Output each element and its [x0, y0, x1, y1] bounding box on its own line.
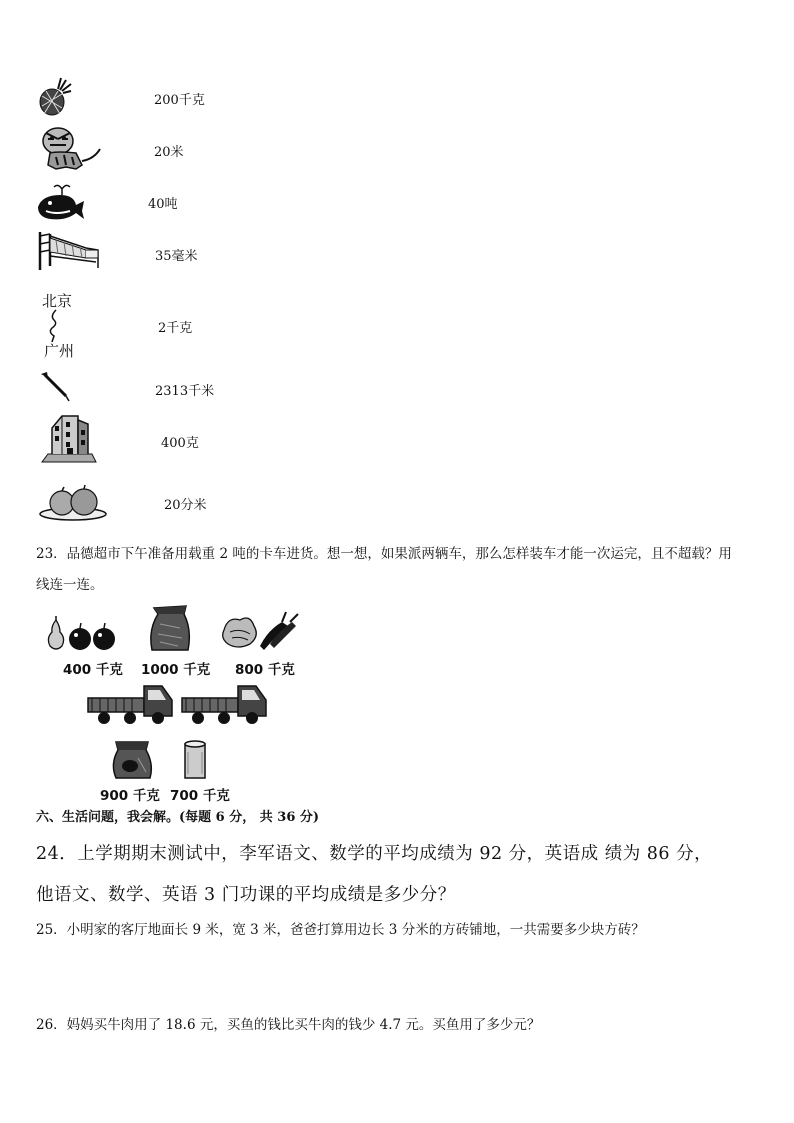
- tiger-icon: [36, 125, 102, 173]
- goods-weight-label: 700 千克: [170, 788, 230, 804]
- match-value: 35毫米: [155, 249, 198, 264]
- whale-icon: [36, 181, 86, 221]
- bag-icon: [110, 738, 154, 780]
- section-6-title: 六、生活问题，我会解。(每题 6 分， 共 36 分): [36, 810, 320, 825]
- match-value: 200千克: [154, 93, 205, 108]
- question-23-line2: 线连一连。: [36, 577, 104, 593]
- map-route-icon: [44, 308, 64, 342]
- barrel-icon: [182, 740, 208, 780]
- match-value: 20分米: [164, 498, 207, 513]
- goods-weight-label: 900 千克: [100, 788, 160, 804]
- match-value: 40吨: [148, 197, 178, 212]
- bed-icon: [36, 228, 100, 272]
- question-23-line1: 23．品德超市下午准备用载重 2 吨的卡车进货。想一想，如果派两辆车，那么怎样装车才能一次运完，且不超载？用: [36, 546, 732, 562]
- goods-weight-label: 800 千克: [235, 662, 295, 678]
- goods-weight-label: 1000 千克: [141, 662, 211, 678]
- pear-apples-icon: [44, 616, 120, 652]
- vegetables-icon: [220, 610, 300, 652]
- pineapple-icon: [36, 78, 72, 118]
- goods-weight-label: 400 千克: [63, 662, 123, 678]
- city-label-guangzhou: 广州: [44, 342, 75, 360]
- truck-icon: [86, 680, 174, 726]
- question-25: 25．小明家的客厅地面长 9 米，宽 3 米，爸爸打算用边长 3 分米的方砖铺地，一共需要多少块方砖？: [36, 922, 645, 938]
- match-value: 2千克: [158, 321, 193, 336]
- building-icon: [38, 410, 100, 466]
- question-26: 26．妈妈买牛肉用了 18.6 元，买鱼的钱比买牛肉的钱少 4.7 元。买鱼用了多少元？: [36, 1017, 541, 1033]
- nail-icon: [38, 370, 70, 402]
- sack-icon: [146, 600, 194, 654]
- truck-icon: [180, 680, 268, 726]
- match-value: 400克: [161, 436, 199, 451]
- match-value: 2313千米: [155, 384, 215, 399]
- match-value: 20米: [154, 145, 184, 160]
- question-24-line2: 他语文、数学、英语 3 门功课的平均成绩是多少分？: [36, 885, 456, 905]
- question-24-line1: 24．上学期期末测试中，李军语文、数学的平均成绩为 92 分，英语成 绩为 86 分，: [36, 844, 713, 864]
- city-label-beijing: 北京: [42, 292, 73, 310]
- fruit-plate-icon: [38, 484, 110, 522]
